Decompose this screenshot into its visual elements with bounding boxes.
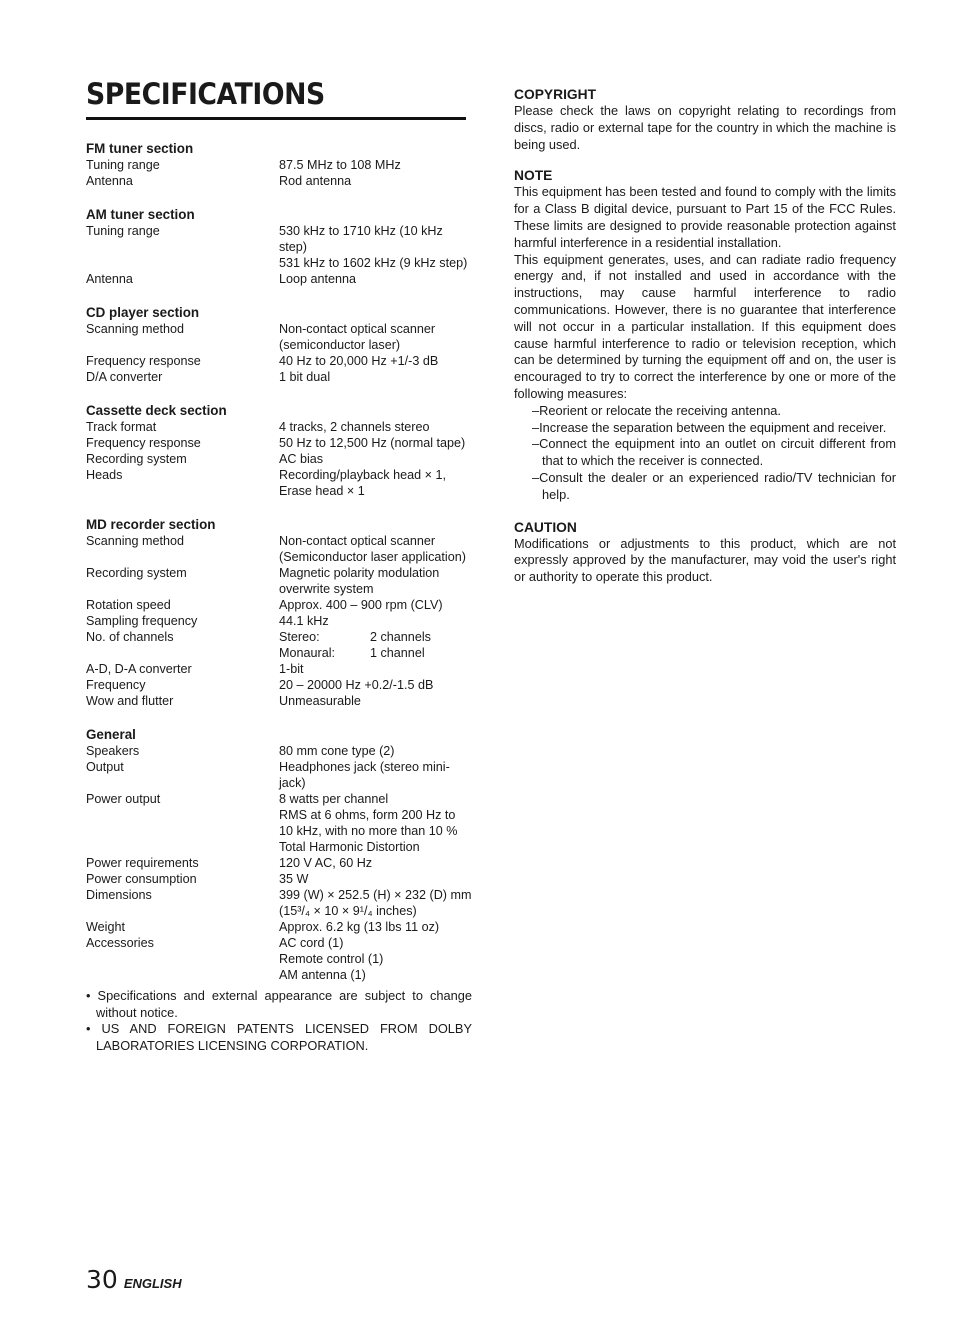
spec-row <box>86 935 472 983</box>
spec-row <box>86 871 472 887</box>
spec-value-line: Erase head × 1 <box>279 484 365 498</box>
spec-value <box>279 661 472 677</box>
spec-value <box>279 419 472 435</box>
spec-value-line: 80 mm cone type (2) <box>279 744 395 758</box>
spec-value <box>279 677 472 693</box>
spec-row <box>86 629 472 661</box>
spec-row <box>86 855 472 871</box>
spec-section <box>86 206 472 287</box>
spec-label: Rotation speed <box>86 598 171 612</box>
spec-row <box>86 321 472 353</box>
spec-value-line: 530 kHz to 1710 kHz (10 kHz step) <box>279 224 443 254</box>
channel-mode: Monaural: <box>279 646 336 660</box>
right-column <box>514 86 896 595</box>
note-measure-1: –Reorient or relocate the receiving antenna. <box>532 402 781 418</box>
spec-label: Recording system <box>86 566 187 580</box>
spec-value-line: Approx. 6.2 kg (13 lbs 11 oz) <box>279 920 440 934</box>
spec-value <box>279 693 472 709</box>
page-number: 30 <box>86 1265 118 1294</box>
caution-text: Modifications or adjustments to this product, which are not expressly approved by the manufacturer, may void the user's right or authority to operate this product. <box>514 535 896 585</box>
spec-value-line: Unmeasurable <box>279 694 361 708</box>
spec-value-line: Rod antenna <box>279 174 352 188</box>
spec-row <box>86 887 472 919</box>
spec-section-heading: Cassette deck section <box>86 403 227 418</box>
spec-row <box>86 435 472 451</box>
spec-value-line: Non-contact optical scanner (semiconductor laser) <box>279 322 436 352</box>
channel-pair <box>279 629 472 645</box>
spec-row <box>86 919 472 935</box>
spec-value <box>279 887 472 919</box>
spec-label: Scanning method <box>86 534 185 548</box>
spec-label: Frequency response <box>86 436 201 450</box>
spec-row <box>86 661 472 677</box>
note-paragraph-2: This equipment generates, uses, and can radiate radio frequency energy and, if not installed and used in accordance with the instructions, may cause harmful interference to radio communications. However, there is no guarantee that interference will not occur in a particular installation. If this equipment does cause harmful interference to radio or television reception, which can be determined by turning the equipment off and on, the user is encouraged to try to correct the interference by one or more of the following measures: <box>514 251 896 401</box>
caution-block <box>514 519 896 586</box>
note-measure-3: –Connect the equipment into an outlet on circuit different from that to which the receiver is connected. <box>532 436 896 469</box>
spec-value <box>279 565 472 597</box>
spec-value <box>279 353 472 369</box>
spec-value <box>279 791 472 855</box>
spec-value-line: 20 – 20000 Hz +0.2/-1.5 dB <box>279 678 434 692</box>
spec-row <box>86 565 472 597</box>
spec-label: Sampling frequency <box>86 614 198 628</box>
spec-label: Tuning range <box>86 158 160 172</box>
spec-label: Weight <box>86 920 125 934</box>
channel-count: 1 channel <box>370 646 425 660</box>
spec-label: Dimensions <box>86 888 152 902</box>
channel-count: 2 channels <box>370 630 431 644</box>
spec-label: Scanning method <box>86 322 185 336</box>
spec-value-line: 50 Hz to 12,500 Hz (normal tape) <box>279 436 466 450</box>
spec-value-line: 35 W <box>279 872 309 886</box>
spec-label: Output <box>86 760 124 774</box>
spec-label: Heads <box>86 468 123 482</box>
page-language: ENGLISH <box>123 1276 182 1291</box>
spec-row <box>86 677 472 693</box>
spec-value <box>279 173 472 189</box>
spec-label: Recording system <box>86 452 187 466</box>
note-paragraph-1: This equipment has been tested and found to comply with the limits for a Class B digital device, pursuant to Part 15 of the FCC Rules. These limits are designed to provide reasonable protection against harmful interference in a residential installation. <box>514 184 896 250</box>
spec-row <box>86 271 472 287</box>
spec-value-line: 87.5 MHz to 108 MHz <box>279 158 401 172</box>
spec-value-line: Recording/playback head × 1, <box>279 468 446 482</box>
spec-value <box>279 321 472 353</box>
spec-label: Antenna <box>86 272 133 286</box>
copyright-text: Please check the laws on copyright relating to recordings from discs, radio or external tape for the country in which the machine is being used. <box>514 103 896 152</box>
spec-value <box>279 223 472 271</box>
spec-label: Antenna <box>86 174 133 188</box>
spec-row <box>86 451 472 467</box>
spec-row <box>86 419 472 435</box>
spec-row <box>86 759 472 791</box>
spec-value-line: 531 kHz to 1602 kHz (9 kHz step) <box>279 256 468 270</box>
spec-value-line: Remote control (1) <box>279 952 384 966</box>
spec-section <box>86 140 472 189</box>
note-heading: NOTE <box>514 168 553 184</box>
spec-value-line: 1-bit <box>279 662 304 676</box>
spec-value <box>279 919 472 935</box>
spec-label: Power output <box>86 792 161 806</box>
spec-notes <box>86 988 472 1054</box>
spec-label: Power consumption <box>86 872 197 886</box>
spec-value-line: AC bias <box>279 452 324 466</box>
spec-section <box>86 726 472 983</box>
spec-label: No. of channels <box>86 630 174 644</box>
spec-value-line: Loop antenna <box>279 272 357 286</box>
spec-value <box>279 597 472 613</box>
spec-value <box>279 451 472 467</box>
note-dolby-patents: • US AND FOREIGN PATENTS LICENSED FROM DOLBY LABORATORIES LICENSING CORPORATION. <box>86 1021 472 1053</box>
spec-row <box>86 533 472 565</box>
spec-value-line: 4 tracks, 2 channels stereo <box>279 420 430 434</box>
spec-row <box>86 353 472 369</box>
spec-value <box>279 467 472 499</box>
spec-value-line: AM antenna (1) <box>279 968 366 982</box>
spec-value-line: AC cord (1) <box>279 936 344 950</box>
spec-value-line: 120 V AC, 60 Hz <box>279 856 373 870</box>
spec-value <box>279 435 472 451</box>
spec-value-line: 44.1 kHz <box>279 614 329 628</box>
spec-section <box>86 402 472 499</box>
spec-label: Accessories <box>86 936 154 950</box>
channel-pair <box>279 645 472 661</box>
spec-value-line: Non-contact optical scanner (Semiconductor laser application) <box>279 534 466 564</box>
spec-value-line: 399 (W) × 252.5 (H) × 232 (D) mm <box>279 888 472 902</box>
spec-value <box>279 935 472 983</box>
spec-label: Power requirements <box>86 856 199 870</box>
spec-value-line: 1 bit dual <box>279 370 331 384</box>
spec-value-line: Magnetic polarity modulation overwrite system <box>279 566 440 596</box>
channel-mode: Stereo: <box>279 630 320 644</box>
spec-row <box>86 173 472 189</box>
note-measure-2: –Increase the separation between the equipment and receiver. <box>532 419 887 435</box>
spec-row <box>86 693 472 709</box>
note-block <box>514 167 896 503</box>
spec-label: A-D, D-A converter <box>86 662 192 676</box>
spec-value-line: (15³/₄ × 10 × 9¹/₄ inches) <box>279 904 417 918</box>
spec-value <box>279 613 472 629</box>
spec-section <box>86 304 472 385</box>
title-underline <box>86 117 466 120</box>
spec-label: Track format <box>86 420 157 434</box>
page-title: SPECIFICATIONS <box>86 77 325 111</box>
spec-row <box>86 369 472 385</box>
spec-section <box>86 516 472 709</box>
spec-value-line: 40 Hz to 20,000 Hz +1/-3 dB <box>279 354 439 368</box>
spec-section-heading: General <box>86 727 136 742</box>
note-measure-4: –Consult the dealer or an experienced radio/TV technician for help. <box>532 469 896 502</box>
spec-section-heading: FM tuner section <box>86 141 194 156</box>
spec-row <box>86 791 472 855</box>
spec-value <box>279 759 472 791</box>
spec-section-heading: MD recorder section <box>86 517 216 532</box>
spec-row <box>86 467 472 499</box>
spec-row <box>86 157 472 173</box>
copyright-heading: COPYRIGHT <box>514 87 597 102</box>
spec-row <box>86 223 472 271</box>
spec-label: Frequency response <box>86 354 201 368</box>
spec-label: Wow and flutter <box>86 694 174 708</box>
copyright-block <box>514 86 896 153</box>
spec-value <box>279 743 472 759</box>
caution-heading: CAUTION <box>514 519 577 535</box>
spec-value <box>279 157 472 173</box>
specifications-list <box>86 140 472 1000</box>
spec-label: D/A converter <box>86 370 163 384</box>
note-change-notice: • Specifications and external appearance are subject to change without notice. <box>86 988 472 1020</box>
spec-label: Frequency <box>86 678 146 692</box>
spec-row <box>86 597 472 613</box>
spec-value <box>279 855 472 871</box>
spec-label: Tuning range <box>86 224 160 238</box>
spec-value <box>279 271 472 287</box>
spec-value-line: Headphones jack (stereo mini-jack) <box>279 760 450 790</box>
spec-value <box>279 533 472 565</box>
spec-row <box>86 613 472 629</box>
page-footer <box>86 1265 182 1294</box>
spec-value <box>279 629 472 661</box>
spec-label: Speakers <box>86 744 140 758</box>
spec-section-heading: AM tuner section <box>86 207 195 222</box>
spec-value <box>279 369 472 385</box>
spec-value <box>279 871 472 887</box>
spec-section-heading: CD player section <box>86 305 200 320</box>
spec-value-line: Approx. 400 – 900 rpm (CLV) <box>279 598 443 612</box>
spec-value-line: RMS at 6 ohms, form 200 Hz to 10 kHz, with no more than 10 % Total Harmonic Distortion <box>279 808 458 854</box>
spec-value-line: 8 watts per channel <box>279 792 389 806</box>
spec-row <box>86 743 472 759</box>
